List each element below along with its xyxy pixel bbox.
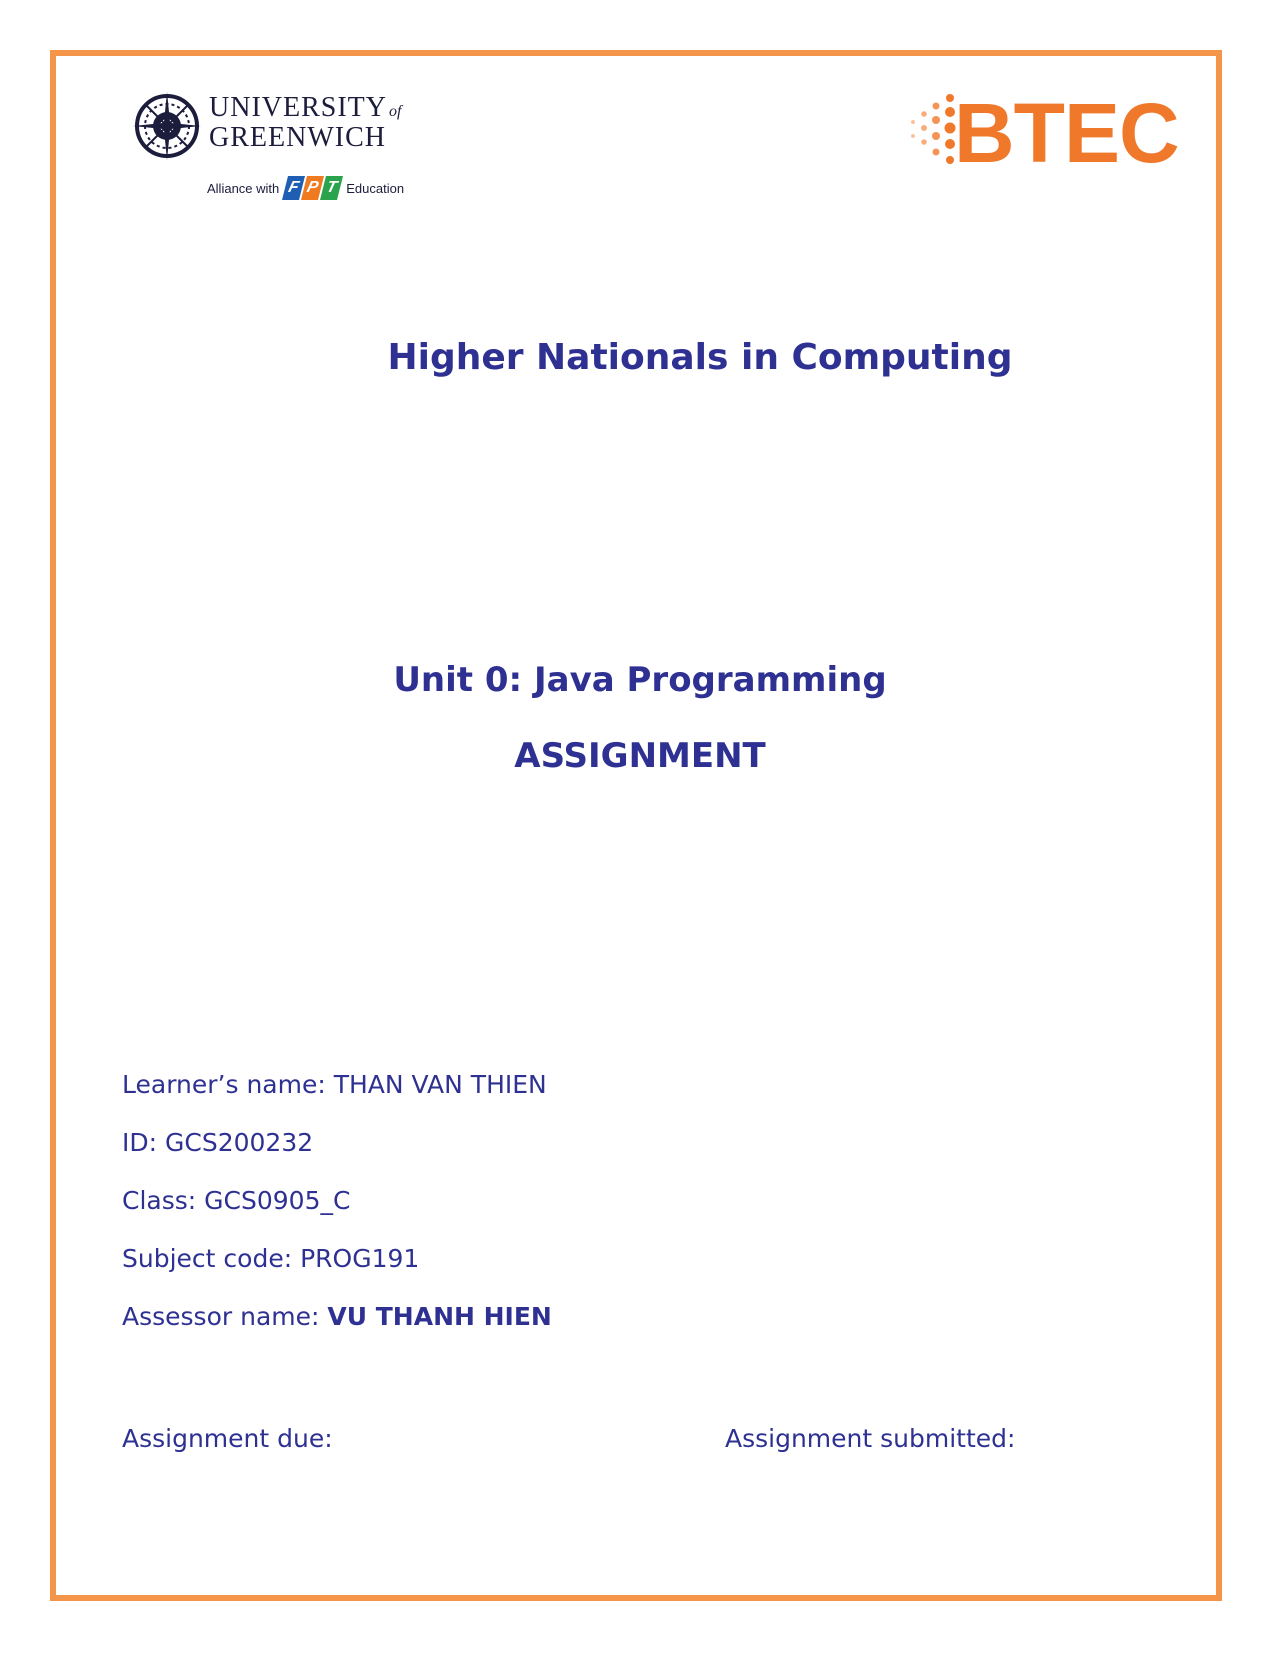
subject-code-label: Subject code: — [122, 1244, 293, 1273]
btec-logo — [904, 86, 1179, 180]
alliance-suffix: Education — [346, 180, 405, 196]
subject-code-line — [122, 1244, 552, 1302]
of-word: of — [389, 103, 402, 120]
assignment-due: Assignment due: — [122, 1424, 333, 1453]
assessor-line — [122, 1302, 552, 1360]
fpt-letter-f: F — [282, 176, 305, 200]
learner-info — [122, 1070, 552, 1360]
unit-title: Unit 0: Java Programming — [393, 660, 887, 700]
fpt-letter-p: P — [301, 176, 324, 200]
class-line — [122, 1186, 552, 1244]
id-label: ID: — [122, 1128, 158, 1157]
university-word: UNIVERSITY — [209, 92, 387, 123]
greenwich-logo — [133, 92, 423, 210]
page-title: Higher Nationals in Computing — [387, 337, 1013, 378]
compass-crest-icon — [133, 92, 201, 160]
learner-name-line — [122, 1070, 552, 1128]
btec-dots-icon — [904, 92, 958, 172]
document-type: ASSIGNMENT — [514, 736, 766, 776]
id-value: GCS200232 — [165, 1128, 314, 1157]
class-label: Class: — [122, 1186, 197, 1215]
learner-name-value: THAN VAN THIEN — [333, 1070, 547, 1099]
fpt-letter-t: T — [320, 176, 343, 200]
id-line — [122, 1128, 552, 1186]
page-border — [50, 50, 1222, 1601]
university-wordmark — [209, 94, 401, 122]
assessor-value: VU THANH HIEN — [327, 1302, 552, 1331]
alliance-prefix: Alliance with — [207, 180, 280, 196]
fpt-alliance — [207, 173, 404, 203]
fpt-logo — [285, 176, 340, 200]
assessor-label: Assessor name: — [122, 1302, 320, 1331]
class-value: GCS0905_C — [204, 1186, 351, 1215]
assignment-submitted: Assignment submitted: — [725, 1424, 1016, 1453]
subject-code-value: PROG191 — [300, 1244, 420, 1273]
greenwich-wordmark: GREENWICH — [209, 122, 386, 153]
learner-name-label: Learner’s name: — [122, 1070, 326, 1099]
btec-wordmark: BTEC — [954, 86, 1179, 180]
